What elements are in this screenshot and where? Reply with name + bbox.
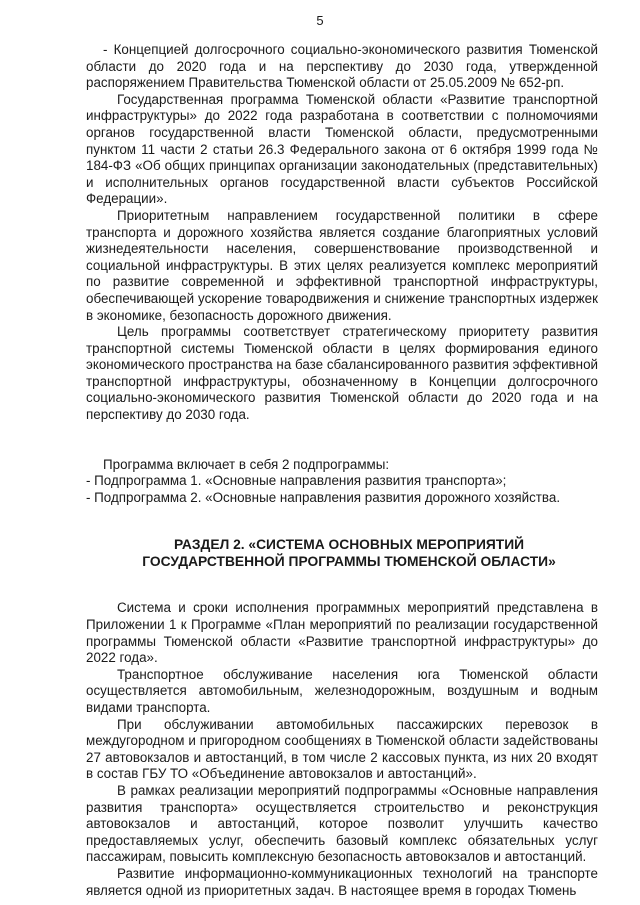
document-body: [86, 42, 598, 899]
section-heading-line-2: ГОСУДАРСТВЕННОЙ ПРОГРАММЫ ТЮМЕНСКОЙ ОБЛАСТИ»: [142, 554, 556, 570]
paragraph-program-basis: Государственная программа Тюменской области «Развитие транспортной инфраструктуры» до 2022 года разработана в соответствии с полномочиями органов государственной власти Тюменской области, предусмотренными пунктом 11 части 2 статьи 26.3 Федерального закона от 6 октября 1999 года № 184-ФЗ «Об общих принципах организации законодательных (представительных) и исполнительных органов государственной власти субъектов Российской Федерации».: [86, 91, 598, 207]
paragraph-station-construction: В рамках реализации мероприятий подпрограммы «Основные направления развития транспорта» осуществляется строительство и реконструкция автовокзалов и автостанций, которое позволит улучшить качество предоставляемых услуг, обеспечить базовый комплекс обязательных услуг пассажирам, повысить комплексную безопасность автовокзалов и автостанций.: [86, 782, 598, 865]
paragraph-transport-service: Транспортное обслуживание населения юга Тюменской области осуществляется автомобильным, железнодорожным, воздушным и водным видами транспорта.: [86, 666, 598, 715]
section-heading-line-1: РАЗДЕЛ 2. «СИСТЕМА ОСНОВНЫХ МЕРОПРИЯТИЙ: [173, 537, 525, 553]
paragraph-measures-system: Система и сроки исполнения программных мероприятий представлена в Приложении 1 к Программе «План мероприятий по реализации государственной программы Тюменской области «Развитие транспортной инфраструктуры» до 2022 года».: [86, 600, 598, 666]
paragraph-bus-stations: При обслуживании автомобильных пассажирских перевозок в междугородном и пригородном сообщениях в Тюменской области задействованы 27 автовокзалов и автостанций, в том числе 2 кассовых пункта, из них 20 входят в состав ГБУ ТО «Объединение автовокзалов и автостанций».: [86, 716, 598, 782]
subprogram-item-2: - Подпрограмма 2. «Основные направления развития дорожного хозяйства.: [86, 489, 561, 505]
page-number: 5: [316, 13, 324, 28]
subprograms-intro: Программа включает в себя 2 подпрограммы:: [103, 456, 390, 472]
paragraph-program-goal: Цель программы соответствует стратегическому приоритету развития транспортной системы Тюменской области в целях формирования единого экономического пространства на базе сбалансированного развития эффективной транспортной инфраструктуры, обозначенному в Концепции долгосрочного социально-экономического развития Тюменской области до 2020 года и на перспективу до 2030 года.: [86, 324, 598, 423]
paragraph-ict-development: Развитие информационно-коммуникационных технологий на транспорте является одной из приоритетных задач. В настоящее время в городах Тюмень: [86, 865, 598, 898]
paragraph-priority-direction: Приоритетным направлением государственной политики в сфере транспорта и дорожного хозяйства является создание благоприятных условий жизнедеятельности населения, совершенствование производственной и социальной инфраструктуры. В этих целях реализуется комплекс мероприятий по развитие современной и эффективной транспортной инфраструктуры, обеспечивающей ускорение товародвижения и снижение транспортных издержек в экономике, безопасность дорожного движения.: [86, 207, 598, 323]
subprogram-item-1: - Подпрограмма 1. «Основные направления развития транспорта»;: [86, 473, 507, 489]
intro-list-item: - Концепцией долгосрочного социально-экономического развития Тюменской области до 2020 года и на перспективу до 2030 года, утвержденной распоряжением Правительства Тюменской области от 25.05.2009 № 652-рп.: [86, 42, 598, 91]
section-heading: [86, 536, 598, 570]
